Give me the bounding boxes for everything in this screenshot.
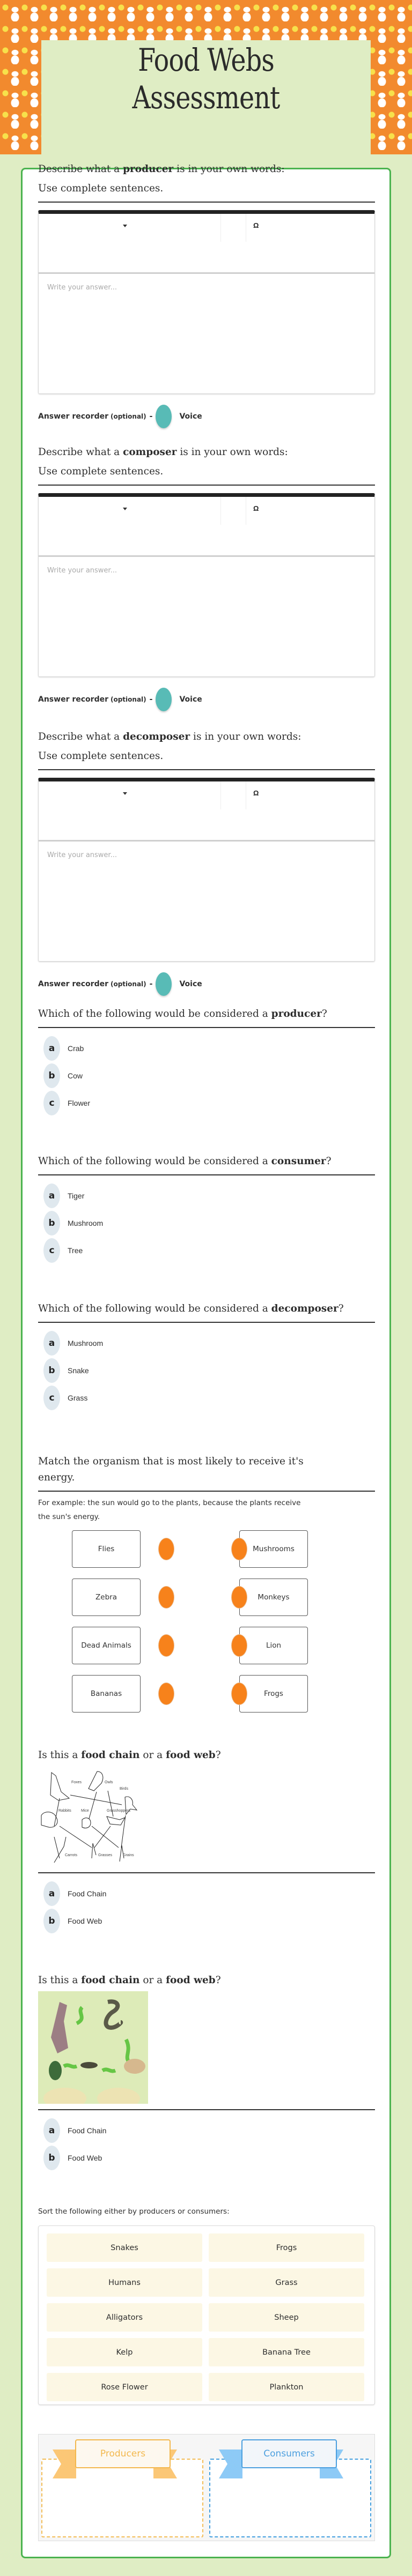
rich-text-editor [38, 493, 375, 677]
option-letter: b [43, 1358, 60, 1383]
answer-textarea[interactable] [39, 842, 374, 958]
match-label: Lion [266, 1641, 282, 1650]
option-letter: a [43, 1331, 60, 1356]
option-letter: c [43, 1238, 60, 1263]
match-label: Flies [98, 1545, 115, 1553]
recorder-dash: - [149, 695, 153, 704]
recorder-optional: (optional) [110, 980, 146, 988]
option-letter: b [43, 2146, 60, 2170]
editor-toolbar [39, 497, 374, 557]
caret-down-icon [123, 508, 127, 510]
divider [38, 485, 375, 486]
voice-label: Voice [179, 695, 202, 704]
svg-text:Foxes: Foxes [71, 1781, 82, 1784]
option-c[interactable] [38, 1237, 375, 1264]
sort-chip[interactable]: Alligators [47, 2303, 202, 2332]
option-label: Tree [68, 1246, 83, 1255]
voice-label: Voice [179, 412, 202, 421]
match-grid [38, 1529, 375, 1698]
mc-question-producer [38, 1004, 375, 1116]
options-list [38, 1182, 375, 1264]
divider [38, 1322, 375, 1323]
option-a[interactable] [38, 1329, 375, 1357]
format-dropdown[interactable] [39, 781, 221, 809]
option-label: Food Chain [68, 2126, 107, 2135]
match-right-item[interactable] [239, 1530, 308, 1568]
match-left-item[interactable] [72, 1579, 141, 1616]
rich-text-editor [38, 210, 375, 394]
special-characters-icon[interactable]: Ω [253, 221, 259, 229]
question-subtext: Use complete sentences. [38, 183, 164, 194]
sort-chip[interactable]: Sheep [209, 2303, 364, 2332]
option-letter: c [43, 1091, 60, 1115]
title-line-1: Food Webs [138, 42, 274, 78]
match-connector-dot[interactable] [158, 1634, 174, 1657]
recorder-dash: - [149, 412, 153, 421]
svg-text:Mice: Mice [81, 1809, 89, 1813]
svg-text:Grains: Grains [123, 1853, 134, 1857]
question-text: Describe what a producer is in your own words: [38, 163, 285, 175]
question-text-line-2: energy. [38, 1472, 75, 1483]
voice-record-button[interactable] [156, 688, 172, 711]
options-list [38, 1034, 375, 1116]
toolbar-button[interactable] [221, 781, 246, 809]
option-label: Tiger [68, 1191, 85, 1200]
rich-text-editor [38, 778, 375, 962]
answer-recorder [38, 688, 375, 711]
chain-question-1 [38, 1746, 375, 1934]
chain-question-2 [38, 1971, 375, 2171]
match-connector-dot[interactable] [158, 1682, 174, 1705]
format-dropdown[interactable] [39, 497, 221, 525]
match-label: Mushrooms [253, 1545, 295, 1553]
match-connector-dot[interactable] [158, 1538, 174, 1560]
option-c[interactable] [38, 1384, 375, 1411]
sort-chip[interactable]: Rose Flower [47, 2373, 202, 2401]
voice-record-button[interactable] [156, 972, 172, 996]
hint-line-2: the sun's energy. [38, 1513, 100, 1521]
divider [38, 1872, 375, 1873]
food-chain-image [38, 1991, 148, 2104]
option-letter: b [43, 1909, 60, 1933]
option-label: Crab [68, 1044, 84, 1053]
consumers-ribbon: Consumers [241, 2439, 337, 2468]
match-connector-dot[interactable] [231, 1682, 247, 1705]
match-left-item[interactable] [72, 1675, 141, 1713]
divider [38, 1491, 375, 1492]
option-label: Grass [68, 1393, 88, 1402]
option-a[interactable] [38, 1880, 375, 1907]
option-letter: a [43, 1183, 60, 1208]
option-label: Flower [68, 1098, 91, 1107]
answer-recorder [38, 972, 375, 996]
ribbon-tail-left [53, 2450, 76, 2478]
svg-text:Grasshoppers: Grasshoppers [107, 1809, 130, 1813]
option-letter: b [43, 1063, 60, 1088]
recorder-label: Answer recorder [38, 695, 108, 704]
voice-label: Voice [179, 980, 202, 988]
divider [38, 202, 375, 203]
option-letter: a [43, 1881, 60, 1906]
option-label: Food Web [68, 1916, 102, 1925]
editor-toolbar [39, 214, 374, 274]
option-label: Cow [68, 1071, 83, 1080]
match-connector-dot[interactable] [231, 1538, 247, 1560]
match-left-item[interactable] [72, 1627, 141, 1664]
option-a[interactable] [38, 1182, 375, 1209]
option-label: Food Chain [68, 1889, 107, 1898]
open-question-composer [38, 443, 375, 711]
option-b[interactable] [38, 1209, 375, 1237]
answer-recorder [38, 405, 375, 428]
sort-chip[interactable]: Banana Tree [209, 2338, 364, 2366]
option-b[interactable] [38, 1357, 375, 1384]
option-a[interactable] [38, 2117, 375, 2144]
question-text: Which of the following would be considered a decomposer? [38, 1303, 344, 1314]
svg-text:Carrots: Carrots [65, 1853, 77, 1857]
answer-textarea[interactable] [39, 274, 374, 391]
special-characters-icon[interactable]: Ω [253, 789, 259, 797]
svg-text:Rabbits: Rabbits [58, 1809, 71, 1813]
svg-text:Owls: Owls [105, 1781, 113, 1784]
editor-toolbar [39, 781, 374, 842]
option-letter: a [43, 2118, 60, 2143]
hint-line-1: For example: the sun would go to the plants, because the plants receive [38, 1499, 301, 1507]
voice-record-button[interactable] [156, 405, 172, 428]
toolbar-button[interactable] [221, 214, 246, 242]
options-list [38, 1329, 375, 1411]
food-web-diagram [38, 1767, 148, 1869]
match-label: Dead Animals [81, 1641, 131, 1650]
option-label: Mushroom [68, 1218, 104, 1227]
option-label: Mushroom [68, 1338, 104, 1347]
open-question-producer [38, 160, 375, 428]
sort-chip[interactable]: Frogs [209, 2233, 364, 2262]
divider [38, 1027, 375, 1028]
mc-question-decomposer [38, 1299, 375, 1411]
open-question-decomposer [38, 727, 375, 996]
sort-items-pool [38, 2225, 375, 2405]
question-text: Describe what a decomposer is in your own words: [38, 731, 301, 742]
svg-text:Grasses: Grasses [98, 1853, 113, 1857]
match-question [38, 1452, 375, 1698]
food-chain-illustration [38, 1991, 148, 2104]
match-label: Frogs [264, 1689, 283, 1698]
question-text-line-1: Match the organism that is most likely to receive it's [38, 1456, 304, 1467]
recorder-dash: - [149, 980, 153, 988]
sort-buckets [38, 2434, 375, 2541]
sort-chip[interactable]: Plankton [209, 2373, 364, 2401]
question-text: Which of the following would be considered a producer? [38, 1008, 327, 1019]
sort-instructions: Sort the following either by producers or consumers: [38, 2207, 230, 2216]
question-text: Is this a food chain or a food web? [38, 1749, 221, 1761]
options-list [38, 1880, 375, 1934]
recorder-optional: (optional) [110, 696, 146, 703]
recorder-optional: (optional) [110, 413, 146, 420]
caret-down-icon [123, 225, 127, 227]
toolbar-button[interactable] [221, 497, 246, 525]
option-label: Snake [68, 1366, 89, 1375]
option-c[interactable] [38, 1089, 375, 1116]
sort-chip[interactable]: Snakes [47, 2233, 202, 2262]
question-text: Is this a food chain or a food web? [38, 1975, 221, 1986]
option-label: Food Web [68, 2153, 102, 2162]
question-subtext: Use complete sentences. [38, 466, 164, 477]
special-characters-icon[interactable]: Ω [253, 504, 259, 512]
svg-text:Birds: Birds [120, 1787, 128, 1791]
match-right-item[interactable] [239, 1627, 308, 1664]
sort-question [38, 2207, 375, 2541]
option-letter: c [43, 1386, 60, 1410]
option-b[interactable] [38, 1907, 375, 1934]
option-letter: b [43, 1211, 60, 1235]
caret-down-icon [123, 792, 127, 795]
match-hint [38, 1496, 375, 1524]
sort-chip[interactable]: Humans [47, 2268, 202, 2297]
match-label: Monkeys [258, 1593, 290, 1602]
match-connector-dot[interactable] [231, 1634, 247, 1657]
option-letter: a [43, 1036, 60, 1061]
match-right-item[interactable] [239, 1675, 308, 1713]
match-connector-dot[interactable] [158, 1586, 174, 1609]
option-b[interactable] [38, 2144, 375, 2171]
match-label: Zebra [95, 1593, 117, 1602]
question-subtext: Use complete sentences. [38, 750, 164, 762]
divider [38, 769, 375, 770]
format-dropdown[interactable] [39, 214, 221, 242]
sort-chip[interactable]: Kelp [47, 2338, 202, 2366]
question-text: Describe what a composer is in your own words: [38, 446, 288, 458]
title-line-2: Assessment [132, 79, 280, 116]
mc-question-consumer [38, 1152, 375, 1264]
options-list [38, 2117, 375, 2171]
divider [38, 2109, 375, 2110]
match-right-item[interactable] [239, 1579, 308, 1616]
recorder-label: Answer recorder [38, 980, 108, 988]
match-connector-dot[interactable] [231, 1586, 247, 1609]
recorder-label: Answer recorder [38, 412, 108, 421]
answer-textarea[interactable] [39, 557, 374, 674]
producers-ribbon: Producers [75, 2439, 171, 2468]
option-a[interactable] [38, 1034, 375, 1062]
sort-chip[interactable]: Grass [209, 2268, 364, 2297]
match-left-item[interactable] [72, 1530, 141, 1568]
option-b[interactable] [38, 1062, 375, 1089]
ribbon-tail-left [219, 2450, 242, 2478]
page-title [41, 40, 371, 169]
question-text: Which of the following would be considered a consumer? [38, 1156, 332, 1167]
match-label: Bananas [90, 1689, 122, 1698]
food-web-illustration [38, 1767, 148, 1869]
divider [38, 1174, 375, 1175]
